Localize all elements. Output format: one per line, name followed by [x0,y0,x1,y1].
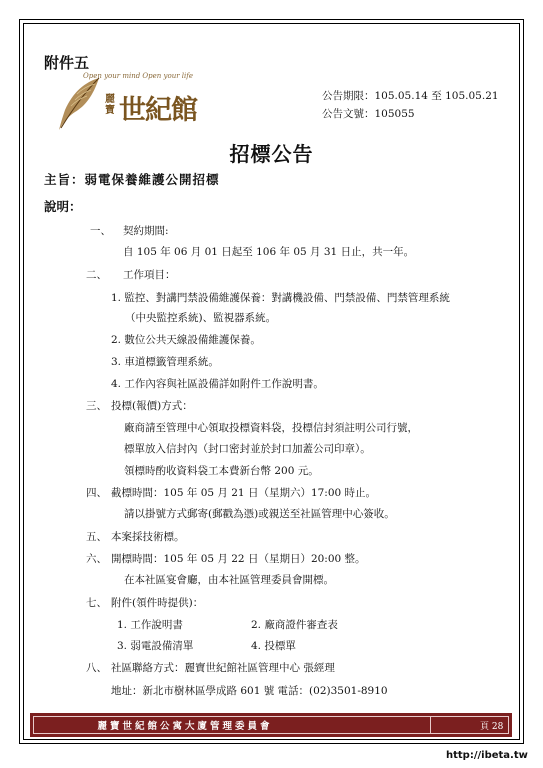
section-1-title: 契約期間: [123,225,169,237]
footer-divider [430,716,431,734]
quill-pen-icon [55,76,103,132]
section-3-title: 投標(報價)方式： [111,400,193,412]
section-7-attachment-3: 3. 弱電設備清單 [117,640,194,652]
section-5-title: 本案採技術標。 [111,531,185,543]
section-6-number: 六、 [86,553,107,565]
annex-label: 附件五 [44,54,90,72]
section-7-attachment-4: 4. 投標單 [251,640,296,652]
subject-line: 主旨：弱電保養維護公開招標 [44,172,220,187]
section-5-number: 五、 [86,531,107,543]
section-2-item-1a: 1. 監控、對講門禁設備維護保養：對講機設備、門禁設備、門禁管理系統 [111,292,450,304]
footer-bar [30,713,512,737]
section-3-text-1: 廠商請至管理中心領取投標資料袋，投標信封須註明公司行號， [124,422,418,434]
logo-text-small: 麗寶 [105,94,115,116]
section-7-title: 附件(領件時提供)： [111,597,204,609]
document-title: 招標公告 [229,142,314,166]
notice-info [322,87,499,123]
section-2-item-2: 2. 數位公共天線設備維護保養。 [111,334,261,346]
section-3-text-2: 標單放入信封內（封口密封並於封口加蓋公司印章）。 [124,443,371,455]
section-7-attachment-2: 2. 廠商證件審查表 [251,619,338,631]
company-logo [55,72,200,132]
footer-page-number: 頁 28 [480,722,504,732]
section-2-item-3: 3. 車道標籤管理系統。 [111,356,219,368]
section-8-address: 地址：新北市樹林區學成路 601 號 電話：(02)3501-8910 [111,685,388,697]
section-3-text-3: 領標時酌收資料袋工本費新台幣 200 元。 [124,465,319,477]
section-8-title: 社區聯絡方式：麗寶世紀館社區管理中心 張經理 [111,662,335,674]
explain-label: 說明： [44,199,82,214]
section-7-attachment-1: 1. 工作說明書 [117,619,183,631]
section-2-number: 二、 [86,269,107,281]
section-4-number: 四、 [86,487,107,499]
section-4-title: 截標時間：105 年 05 月 21 日（星期六）17:00 時止。 [111,487,377,499]
section-7-number: 七、 [86,597,107,609]
section-1-text: 自 105 年 06 月 01 日起至 106 年 05 月 31 日止，共一年。 [123,246,415,258]
logo-text-big: 世紀館 [119,95,197,126]
section-6-text: 在本社區宴會廳，由本社區管理委員會開標。 [124,574,334,586]
logo-slogan: Open your mind Open your life [83,72,193,80]
section-3-number: 三、 [86,400,107,412]
footer-organization: 麗寶世紀館公寓大廈管理委員會 [97,721,273,732]
section-2-title: 工作項目： [123,269,176,281]
notice-period: 公告期限：105.05.14 至 105.05.21 [322,90,499,102]
section-8-number: 八、 [86,662,107,674]
section-2-item-4: 4. 工作內容與社區設備詳如附件工作說明書。 [111,378,324,390]
section-6-title: 開標時間：105 年 05 月 22 日（星期日）20:00 整。 [111,553,366,565]
section-4-text: 請以掛號方式郵寄(郵戳為憑)或親送至社區管理中心簽收。 [124,508,395,520]
section-1-number: 一、 [90,225,111,237]
watermark-url: http://ibeta.tw [446,750,528,761]
notice-number: 公告文號：105055 [322,108,415,120]
section-2-item-1b: （中央監控系統)、監視器系統。 [125,312,277,324]
